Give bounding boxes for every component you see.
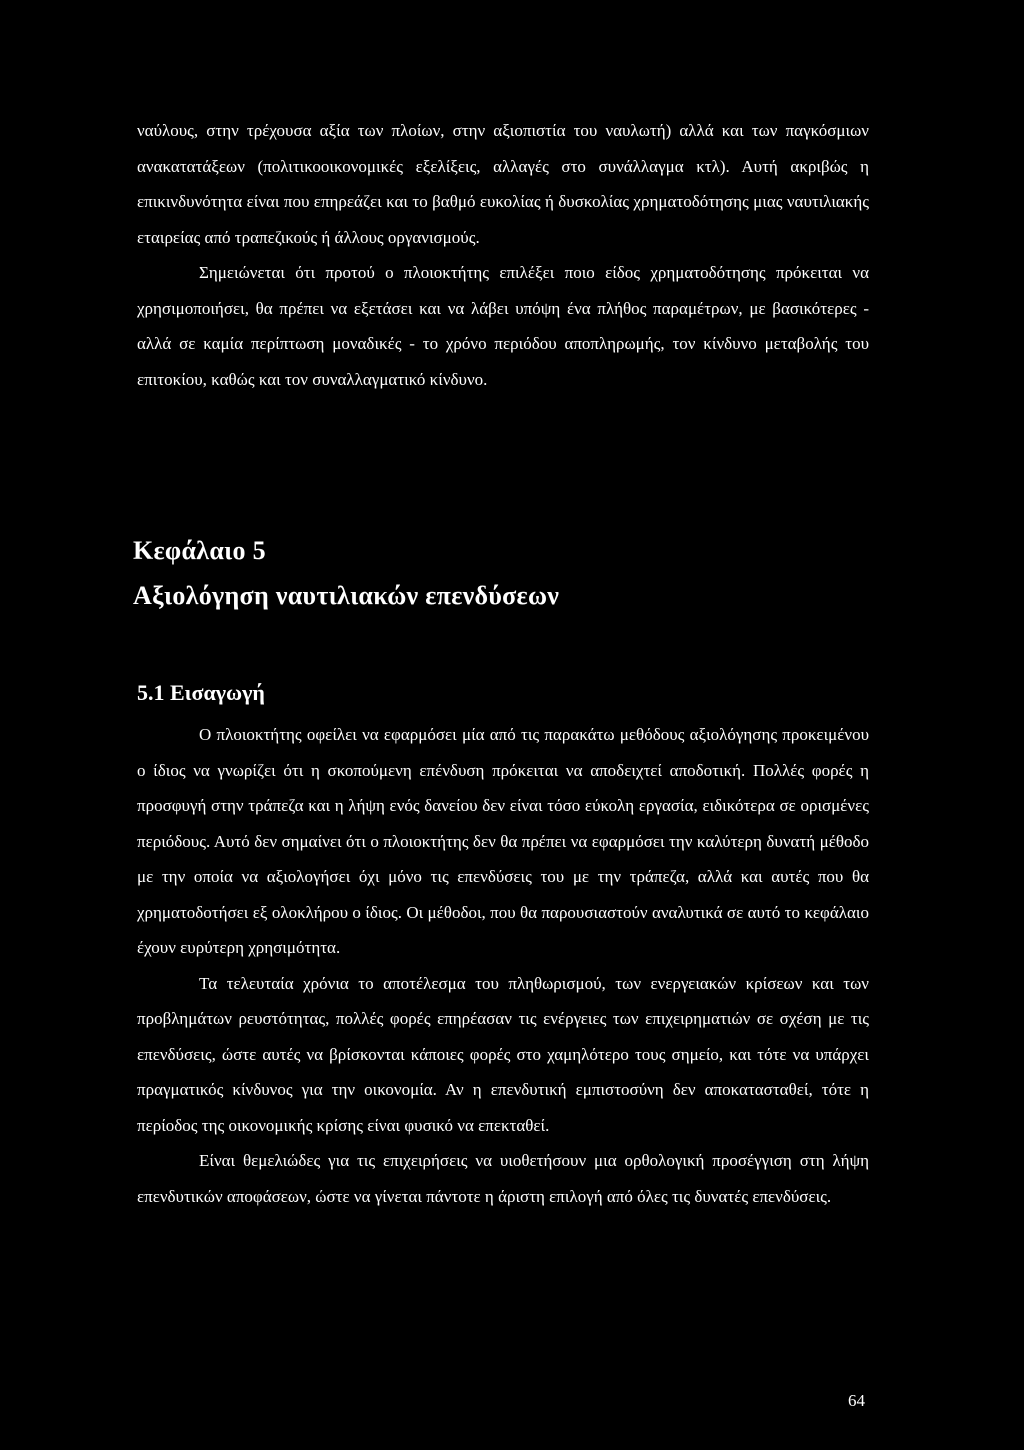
page-number: 64 — [848, 1391, 865, 1410]
paragraph-evaluation-methods: Ο πλοιοκτήτης οφείλει να εφαρμόσει μία από τις παρακάτω μεθόδους αξιολόγησης προκειμένου ο ίδιος να γνωρίζει ότι η σκοπούμενη επένδυση πρόκειται να αποδειχτεί αποδοτική. Πολλές φορές η προσφυγή στην τράπεζα και η λήψη ενός δανείου δεν είναι τόσο εύκολη εργασία, ειδικότερα σε ορισμένες περιόδους. Αυτό δεν σημαίνει ότι ο πλοιοκτήτης δεν θα πρέπει να εφαρμόσει την καλύτερη δυνατή μέθοδο με την οποία να αξιολογήσει όχι μόνο τις επενδύσεις του με την τράπεζα, αλλά και αυτές που θα χρηματοδοτήσει εξ ολοκλήρου ο ίδιος. Οι μέθοδοι, που θα παρουσιαστούν αναλυτικά σε αυτό το κεφάλαιο έχουν ευρύτερη χρησιμότητα. — [137, 725, 869, 957]
paragraph-continuation: ναύλους, στην τρέχουσα αξία των πλοίων, στην αξιοπιστία του ναυλωτή) αλλά και των παγκόσμιων ανακατατάξεων (πολιτικοοικονομικές εξελίξεις, αλλαγές στο συνάλλαγμα κτλ). Αυτή ακριβώς η επικινδυνότητα είναι που επηρεάζει και το βαθμό ευκολίας ή δυσκολίας χρηματοδότησης μιας ναυτιλιακής εταιρείας από τραπεζικούς ή άλλους οργανισμούς. — [137, 121, 869, 247]
paragraph-financing-parameters: Σημειώνεται ότι προτού ο πλοιοκτήτης επιλέξει ποιο είδος χρηματοδότησης πρόκειται να χρησιμοποιήσει, θα πρέπει να εξετάσει και να λάβει υπόψη ένα πλήθος παραμέτρων, με βασικότερες - αλλά σε καμία περίπτωση μοναδικές - το χρόνο περιόδου αποπληρωμής, τον κίνδυνο μεταβολής του επιτοκίου, καθώς και τον συναλλαγματικό κίνδυνο. — [137, 263, 869, 389]
chapter-subtitle: Αξιολόγηση ναυτιλιακών επενδύσεων — [133, 581, 560, 610]
chapter-title: Κεφάλαιο 5 — [133, 536, 266, 565]
paragraph-rational-approach: Είναι θεμελιώδες για τις επιχειρήσεις να υιοθετήσουν μια ορθολογική προσέγγιση στη λήψη επενδυτικών αποφάσεων, ώστε να γίνεται πάντοτε η άριστη επιλογή από όλες τις δυνατές επενδύσεις. — [137, 1151, 869, 1206]
paragraph-investment-confidence: Τα τελευταία χρόνια το αποτέλεσμα του πληθωρισμού, των ενεργειακών κρίσεων και των προβλημάτων ρευστότητας, πολλές φορές επηρέασαν τις ενέργειες των επιχειρηματιών σε σχέση με τις επενδύσεις, ώστε αυτές να βρίσκονται κάποιες φορές στο χαμηλότερο τους σημείο, και τότε να υπάρχει πραγματικός κίνδυνος για την οικονομία. Αν η επενδυτική εμπιστοσύνη δεν αποκατασταθεί, τότε η περίοδος της οικονομικής κρίσης είναι φυσικό να επεκταθεί. — [137, 973, 869, 1135]
section-heading: 5.1 Εισαγωγή — [137, 680, 265, 705]
text-block-bottom — [137, 717, 869, 1214]
text-block-top — [137, 113, 869, 397]
